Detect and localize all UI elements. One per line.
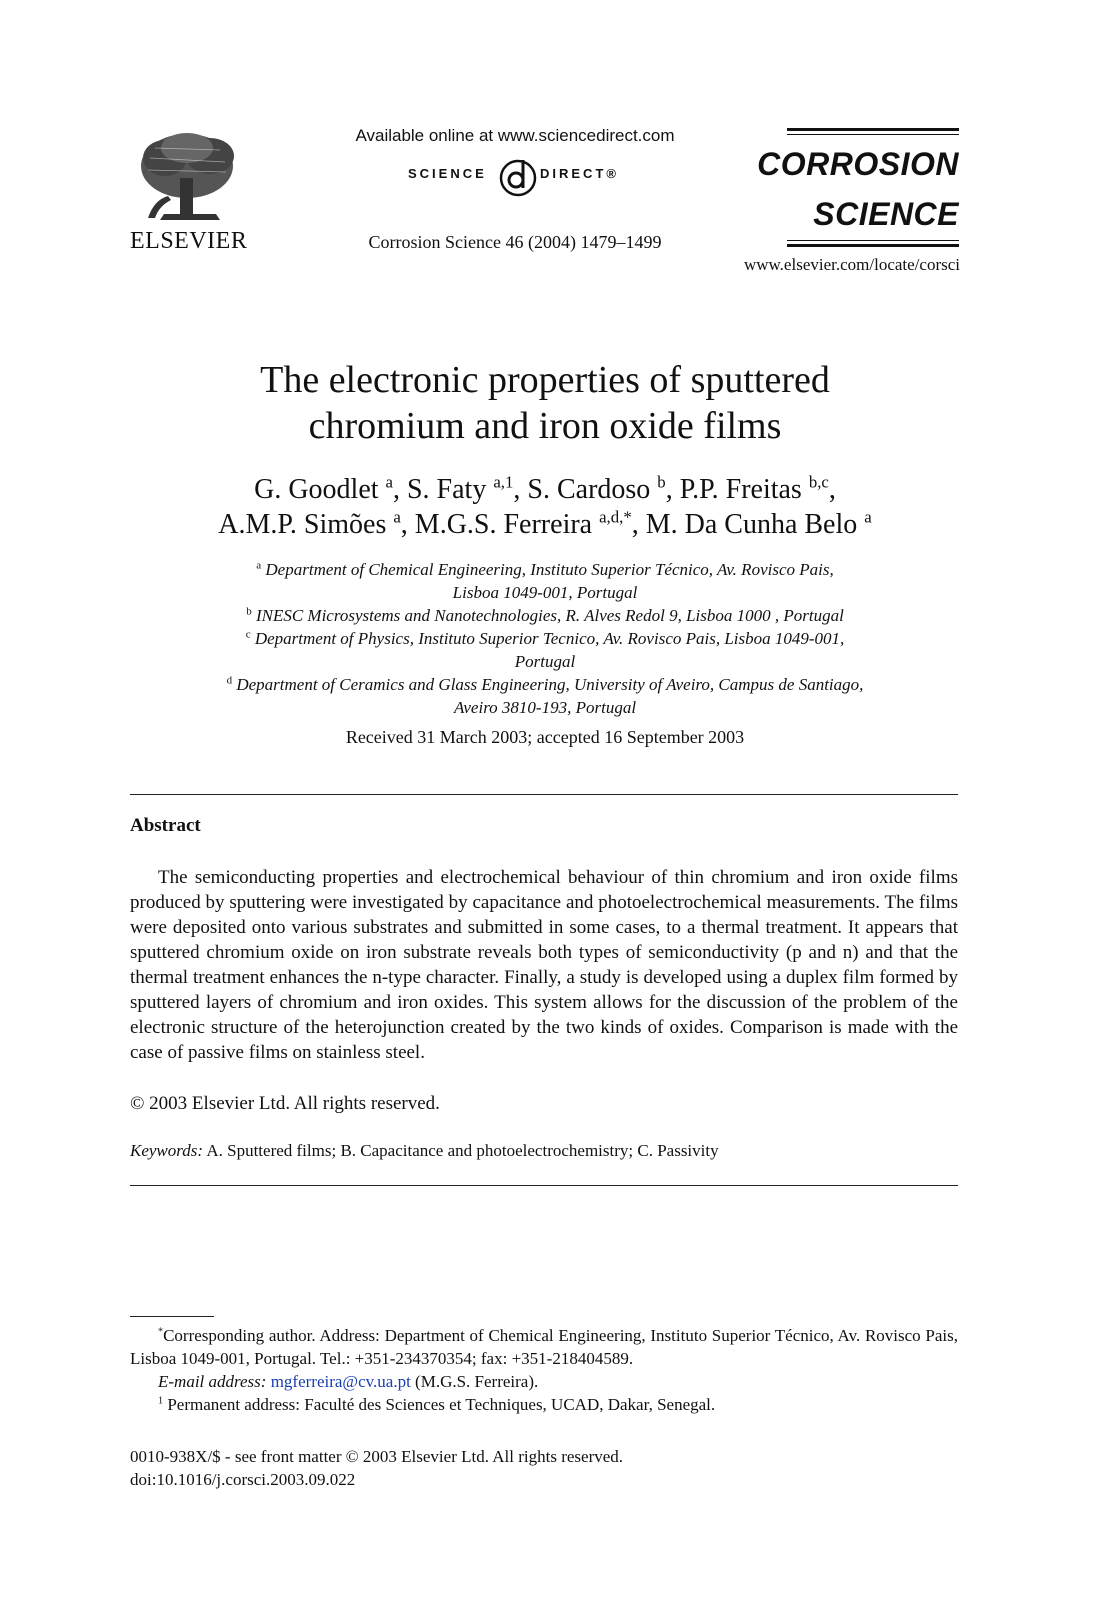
footnote-text: Permanent address: Faculté des Sciences et Techniques, UCAD, Dakar, Senegal.	[167, 1395, 716, 1414]
affiliation-mark: c	[245, 628, 251, 641]
abstract-heading: Abstract	[130, 815, 201, 836]
title-line-2: chromium and iron oxide films	[308, 405, 782, 447]
doi-line[interactable]: doi:10.1016/j.corsci.2003.09.022	[130, 1470, 356, 1489]
author-name[interactable]: M. Da Cunha Belo	[645, 509, 858, 540]
email-link[interactable]: mgferreira@cv.ua.pt	[270, 1372, 411, 1391]
publisher-name: ELSEVIER	[130, 228, 248, 254]
footnote-mark: *	[158, 1326, 164, 1338]
sd-logo-right-text: DIRECT®	[540, 166, 619, 181]
affiliation-list	[130, 558, 960, 719]
affiliation-b	[130, 604, 960, 627]
author-line-1	[130, 472, 960, 507]
affiliation-text: Department of Ceramics and Glass Engineering, University of Aveiro, Campus de Santiago,	[236, 675, 864, 694]
keywords-label: Keywords:	[130, 1141, 204, 1160]
affiliation-mark: d	[226, 674, 233, 687]
affiliation-a	[130, 558, 960, 581]
journal-reference: Corrosion Science 46 (2004) 1479–1499	[368, 232, 662, 252]
author-list	[130, 472, 960, 542]
author-name[interactable]: A.M.P. Simões	[218, 509, 387, 540]
footnote-email	[130, 1370, 958, 1393]
sciencedirect-logo	[408, 152, 620, 200]
author-affil-mark: a,d,*	[599, 507, 632, 527]
footnote-text: Corresponding author. Address: Department of Chemical Engineering, Instituto Superior Técnico, Av. Rovisco Pais, Lisboa 1049-001, Portugal. Tel.: +351-234370354; fax: +351-218404589.	[130, 1326, 958, 1368]
author-affil-mark: a	[385, 472, 393, 492]
title-line-1: The electronic properties of sputtered	[260, 359, 830, 401]
received-accepted-dates: Received 31 March 2003; accepted 16 September 2003	[345, 727, 745, 747]
author-separator: ,	[665, 474, 680, 505]
author-separator: ,	[392, 474, 407, 505]
author-name[interactable]: S. Cardoso	[527, 474, 651, 505]
author-separator: ,	[400, 509, 415, 540]
author-line-2	[130, 507, 960, 542]
issn-line: 0010-938X/$ - see front matter © 2003 Elsevier Ltd. All rights reserved.	[130, 1447, 624, 1466]
affiliation-text: Department of Chemical Engineering, Instituto Superior Técnico, Av. Rovisco Pais,	[265, 560, 834, 579]
abstract-body	[130, 865, 958, 1065]
footnotes	[130, 1324, 958, 1416]
author-name[interactable]: P.P. Freitas	[679, 474, 802, 505]
affiliation-c	[130, 627, 960, 650]
author-affil-mark: b,c	[808, 472, 829, 492]
front-matter	[130, 1445, 623, 1491]
affiliation-mark: a	[256, 559, 262, 572]
journal-title-box	[757, 128, 959, 248]
author-affil-mark: b	[657, 472, 666, 492]
affiliation-d	[130, 673, 960, 696]
footnote-permanent	[130, 1393, 958, 1416]
author-name[interactable]: S. Faty	[406, 474, 487, 505]
paper-title	[130, 357, 960, 449]
author-separator: ,	[631, 509, 646, 540]
affiliation-text-cont: Lisboa 1049-001, Portugal	[452, 583, 638, 602]
affiliation-mark: b	[246, 605, 252, 618]
author-name[interactable]: M.G.S. Ferreira	[414, 509, 593, 540]
affiliation-text-cont: Aveiro 3810-193, Portugal	[453, 698, 637, 717]
author-affil-mark: a,1	[493, 472, 514, 492]
abstract-copyright: © 2003 Elsevier Ltd. All rights reserved.	[130, 1093, 440, 1114]
affiliation-text-cont: Portugal	[514, 652, 576, 671]
author-affil-mark: a	[864, 507, 872, 527]
keywords	[130, 1141, 719, 1161]
footnote-corresponding	[130, 1324, 958, 1370]
author-name[interactable]: G. Goodlet	[254, 474, 379, 505]
sd-logo-left-text: SCIENCE	[408, 166, 487, 181]
footnote-mark: 1	[158, 1395, 164, 1407]
email-owner: (M.G.S. Ferreira).	[415, 1372, 539, 1391]
author-affil-mark: a	[393, 507, 401, 527]
abstract-paragraph: The semiconducting properties and electrochemical behaviour of thin chromium and iron oxide films produced by sputtering were investigated by capacitance and photoelectrochemical measurements. The films were deposited onto various substrates and submitted in some cases, to a thermal treatment. It appears that sputtered chromium oxide on iron substrate reveals both types of semiconductivity (p and n) and that the thermal treatment enhances the n-type character. Finally, a study is developed using a duplex film formed by sputtered layers of chromium and iron oxides. This system allows for the discussion of the problem of the electronic structure of the heterojunction created by the two kinds of oxides. Comparison is made with the case of passive films on stainless steel.	[130, 867, 958, 1063]
affiliation-text: Department of Physics, Instituto Superior Tecnico, Av. Rovisco Pais, Lisboa 1049-001,	[254, 629, 845, 648]
author-separator: ,	[513, 474, 528, 505]
journal-url-link[interactable]: www.elsevier.com/locate/corsci	[743, 255, 960, 274]
footnote-divider	[130, 1316, 214, 1317]
journal-name-line1: CORROSION	[757, 146, 959, 182]
abstract-top-divider	[130, 794, 958, 795]
email-label: E-mail address:	[158, 1372, 267, 1391]
keywords-text: A. Sputtered films; B. Capacitance and photoelectrochemistry; C. Passivity	[206, 1141, 719, 1160]
affiliation-text: INESC Microsystems and Nanotechnologies, R. Alves Redol 9, Lisboa 1000 , Portugal	[255, 606, 844, 625]
available-online-text: Available online at www.sciencedirect.com	[355, 126, 675, 145]
abstract-bottom-divider	[130, 1185, 958, 1186]
journal-name-line2: SCIENCE	[813, 196, 959, 232]
sd-at-icon	[498, 152, 538, 200]
author-separator: ,	[828, 474, 836, 505]
